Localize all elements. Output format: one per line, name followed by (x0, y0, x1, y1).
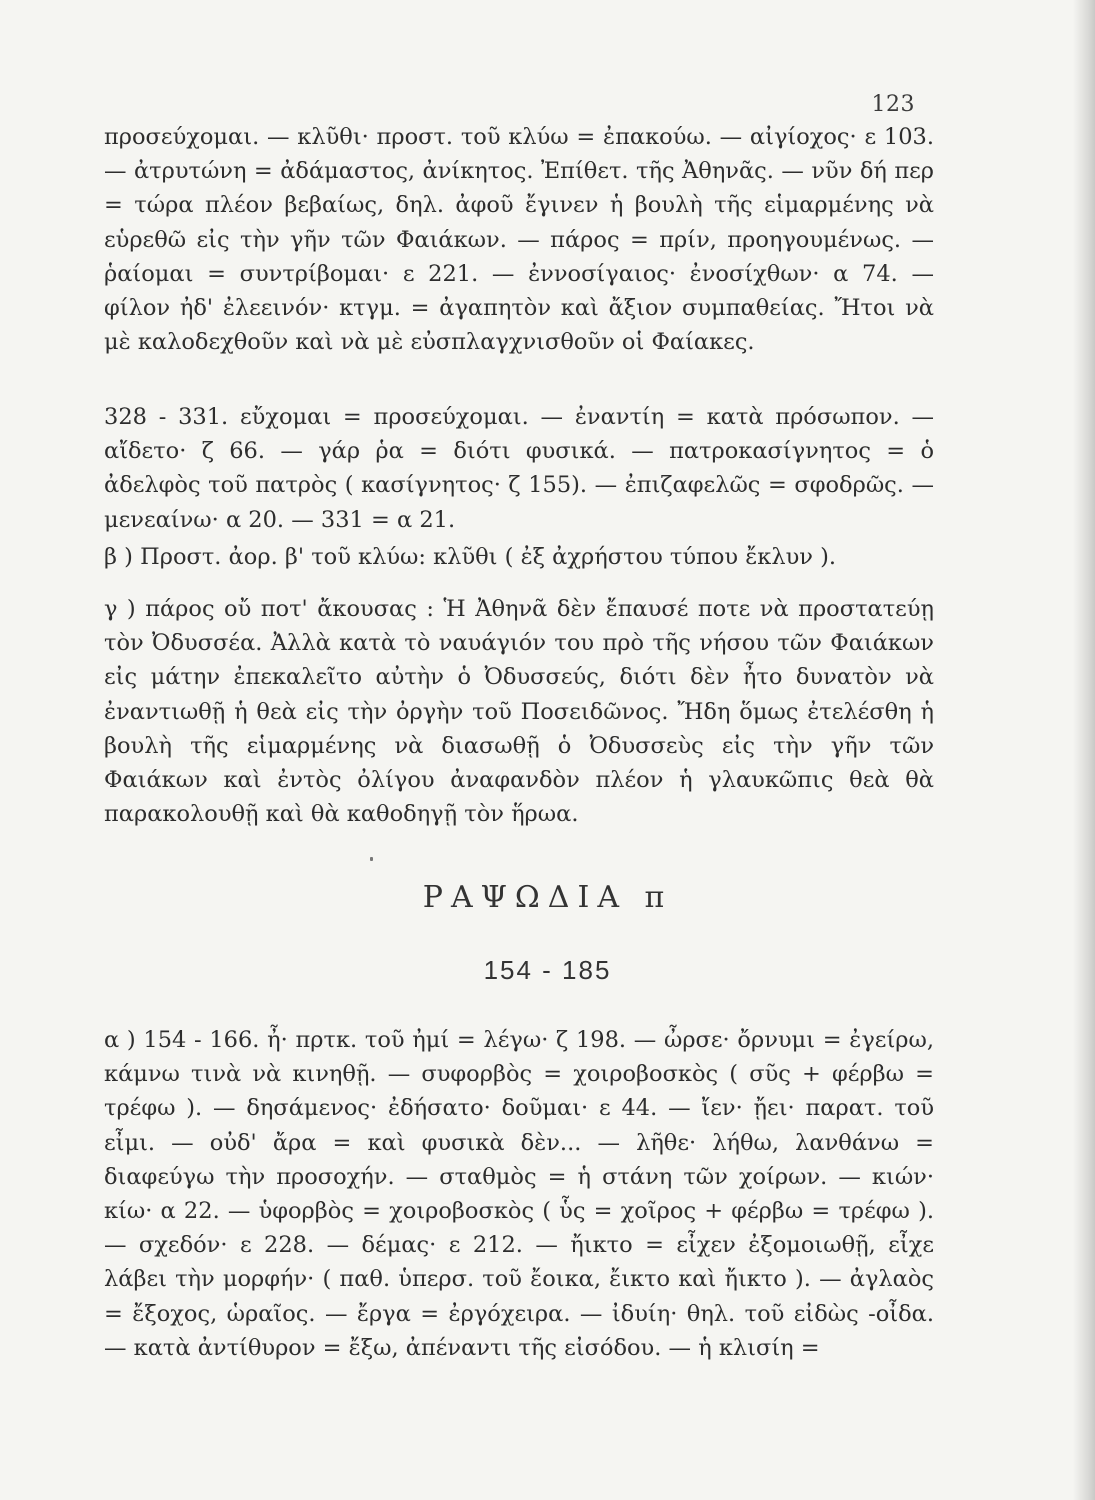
verse-range: 154 - 185 (483, 955, 612, 985)
commentary-paragraph-3: β ) Προστ. ἀορ. β' τοῦ κλύω: κλῦθι ( ἐξ ἀχρήστου τύπου ἔκλυν ). (104, 544, 837, 570)
rhapsody-title: ΡΑΨΩΔΙΑ π (422, 880, 673, 915)
scan-speck (370, 857, 373, 861)
commentary-paragraph-2: 328 - 331. εὔχομαι = προσεύχομαι. — ἐναντίη = κατὰ πρόσωπον. — αἴδετο· ζ 66. — γάρ ῥα = διότι φυσικά. — πατροκασίγνητος = ὁ ἀδελφὸς τοῦ πατρὸς ( κασίγνητος· ζ 155). — ἐπιζαφελῶς = σφοδρῶς. — μενεαίνω· α 20. — 331 = α 21. (104, 404, 934, 533)
commentary-paragraph-5: α ) 154 - 166. ἦ· πρτκ. τοῦ ἠμί = λέγω· ζ 198. — ὦρσε· ὄρνυμι = ἐγείρω, κάμνω τινὰ νὰ κινηθῇ. — συφορβὸς = χοιροβοσκὸς ( σῦς + φέρβω = τρέφω ). — δησάμενος· ἐδήσατο· δοῦμαι· ε 44. — ἴεν· ᾔει· παρατ. τοῦ εἶμι. — οὐδ' ἄρα = καὶ φυσικὰ δὲν... — λῆθε· λήθω, λανθάνω = διαφεύγω τὴν προσοχήν. — σταθμὸς = ἡ στάνη τῶν χοίρων. — κιών· κίω· α 22. — ὑφορβὸς = χοιροβοσκὸς ( ὗς = χοῖρος + φέρβω = τρέφω ). — σχεδόν· ε 228. — δέμας· ε 212. — ἤικτο = εἶχεν ἐξομοιωθῇ, εἶχε λάβει τὴν μορφήν· ( παθ. ὑπερσ. τοῦ ἔοικα, ἔικτο καὶ ἤικτο ). — ἀγλαὸς = ἔξοχος, ὡραῖος. — ἔργα = ἐργόχειρα. — ἰδυίη· θηλ. τοῦ εἰδὼς -οἶδα. — κατὰ ἀντίθυρον = ἔξω, ἀπέναντι τῆς εἰσόδου. — ἡ κλισίη = (104, 1027, 934, 1361)
page-number: 123 (871, 92, 915, 117)
commentary-paragraph-4: γ ) πάρος οὔ ποτ' ἄκουσας : Ἡ Ἀθηνᾶ δὲν ἔπαυσέ ποτε νὰ προστατεύῃ τὸν Ὀδυσσέα. Ἀλλὰ κατὰ τὸ ναυάγιόν του πρὸ τῆς νήσου τῶν Φαιάκων εἰς μάτην ἐπεκαλεῖτο αὐτὴν ὁ Ὀδυσσεύς, διότι δὲν ἦτο δυνατὸν νὰ ἐναντιωθῇ ἡ θεὰ εἰς τὴν ὀργὴν τοῦ Ποσειδῶνος. Ἤδη ὅμως ἐτελέσθη ἡ βουλὴ τῆς εἱμαρμένης νὰ διασωθῇ ὁ Ὀδυσσεὺς εἰς τὴν γῆν τῶν Φαιάκων καὶ ἐντὸς ὀλίγου ἀναφανδὸν πλέον ἡ γλαυκῶπις θεὰ θὰ παρακολουθῇ καὶ θὰ καθοδηγῇ τὸν ἥρωα. (104, 596, 934, 828)
page-edge-shadow (1073, 0, 1095, 1500)
commentary-paragraph-1: προσεύχομαι. — κλῦθι· προστ. τοῦ κλύω = ἐπακούω. — αἰγίοχος· ε 103. — ἀτρυτώνη = ἀδάμαστος, ἀνίκητος. Ἐπίθετ. τῆς Ἀθηνᾶς. — νῦν δή περ = τώρα πλέον βεβαίως, δηλ. ἀφοῦ ἔγινεν ἡ βουλὴ τῆς εἱμαρμένης νὰ εὑρεθῶ εἰς τὴν γῆν τῶν Φαιάκων. — πάρος = πρίν, προηγουμένως. — ῥαίομαι = συντρίβομαι· ε 221. — ἐννοσίγαιος· ἐνοσίχθων· α 74. — φίλον ἠδ' ἐλεεινόν· κτγμ. = ἀγαπητὸν καὶ ἄξιον συμπαθείας. Ἤτοι νὰ μὲ καλοδεχθοῦν καὶ νὰ μὲ εὐσπλαγχνισθοῦν οἱ Φαίακες. (104, 124, 934, 356)
